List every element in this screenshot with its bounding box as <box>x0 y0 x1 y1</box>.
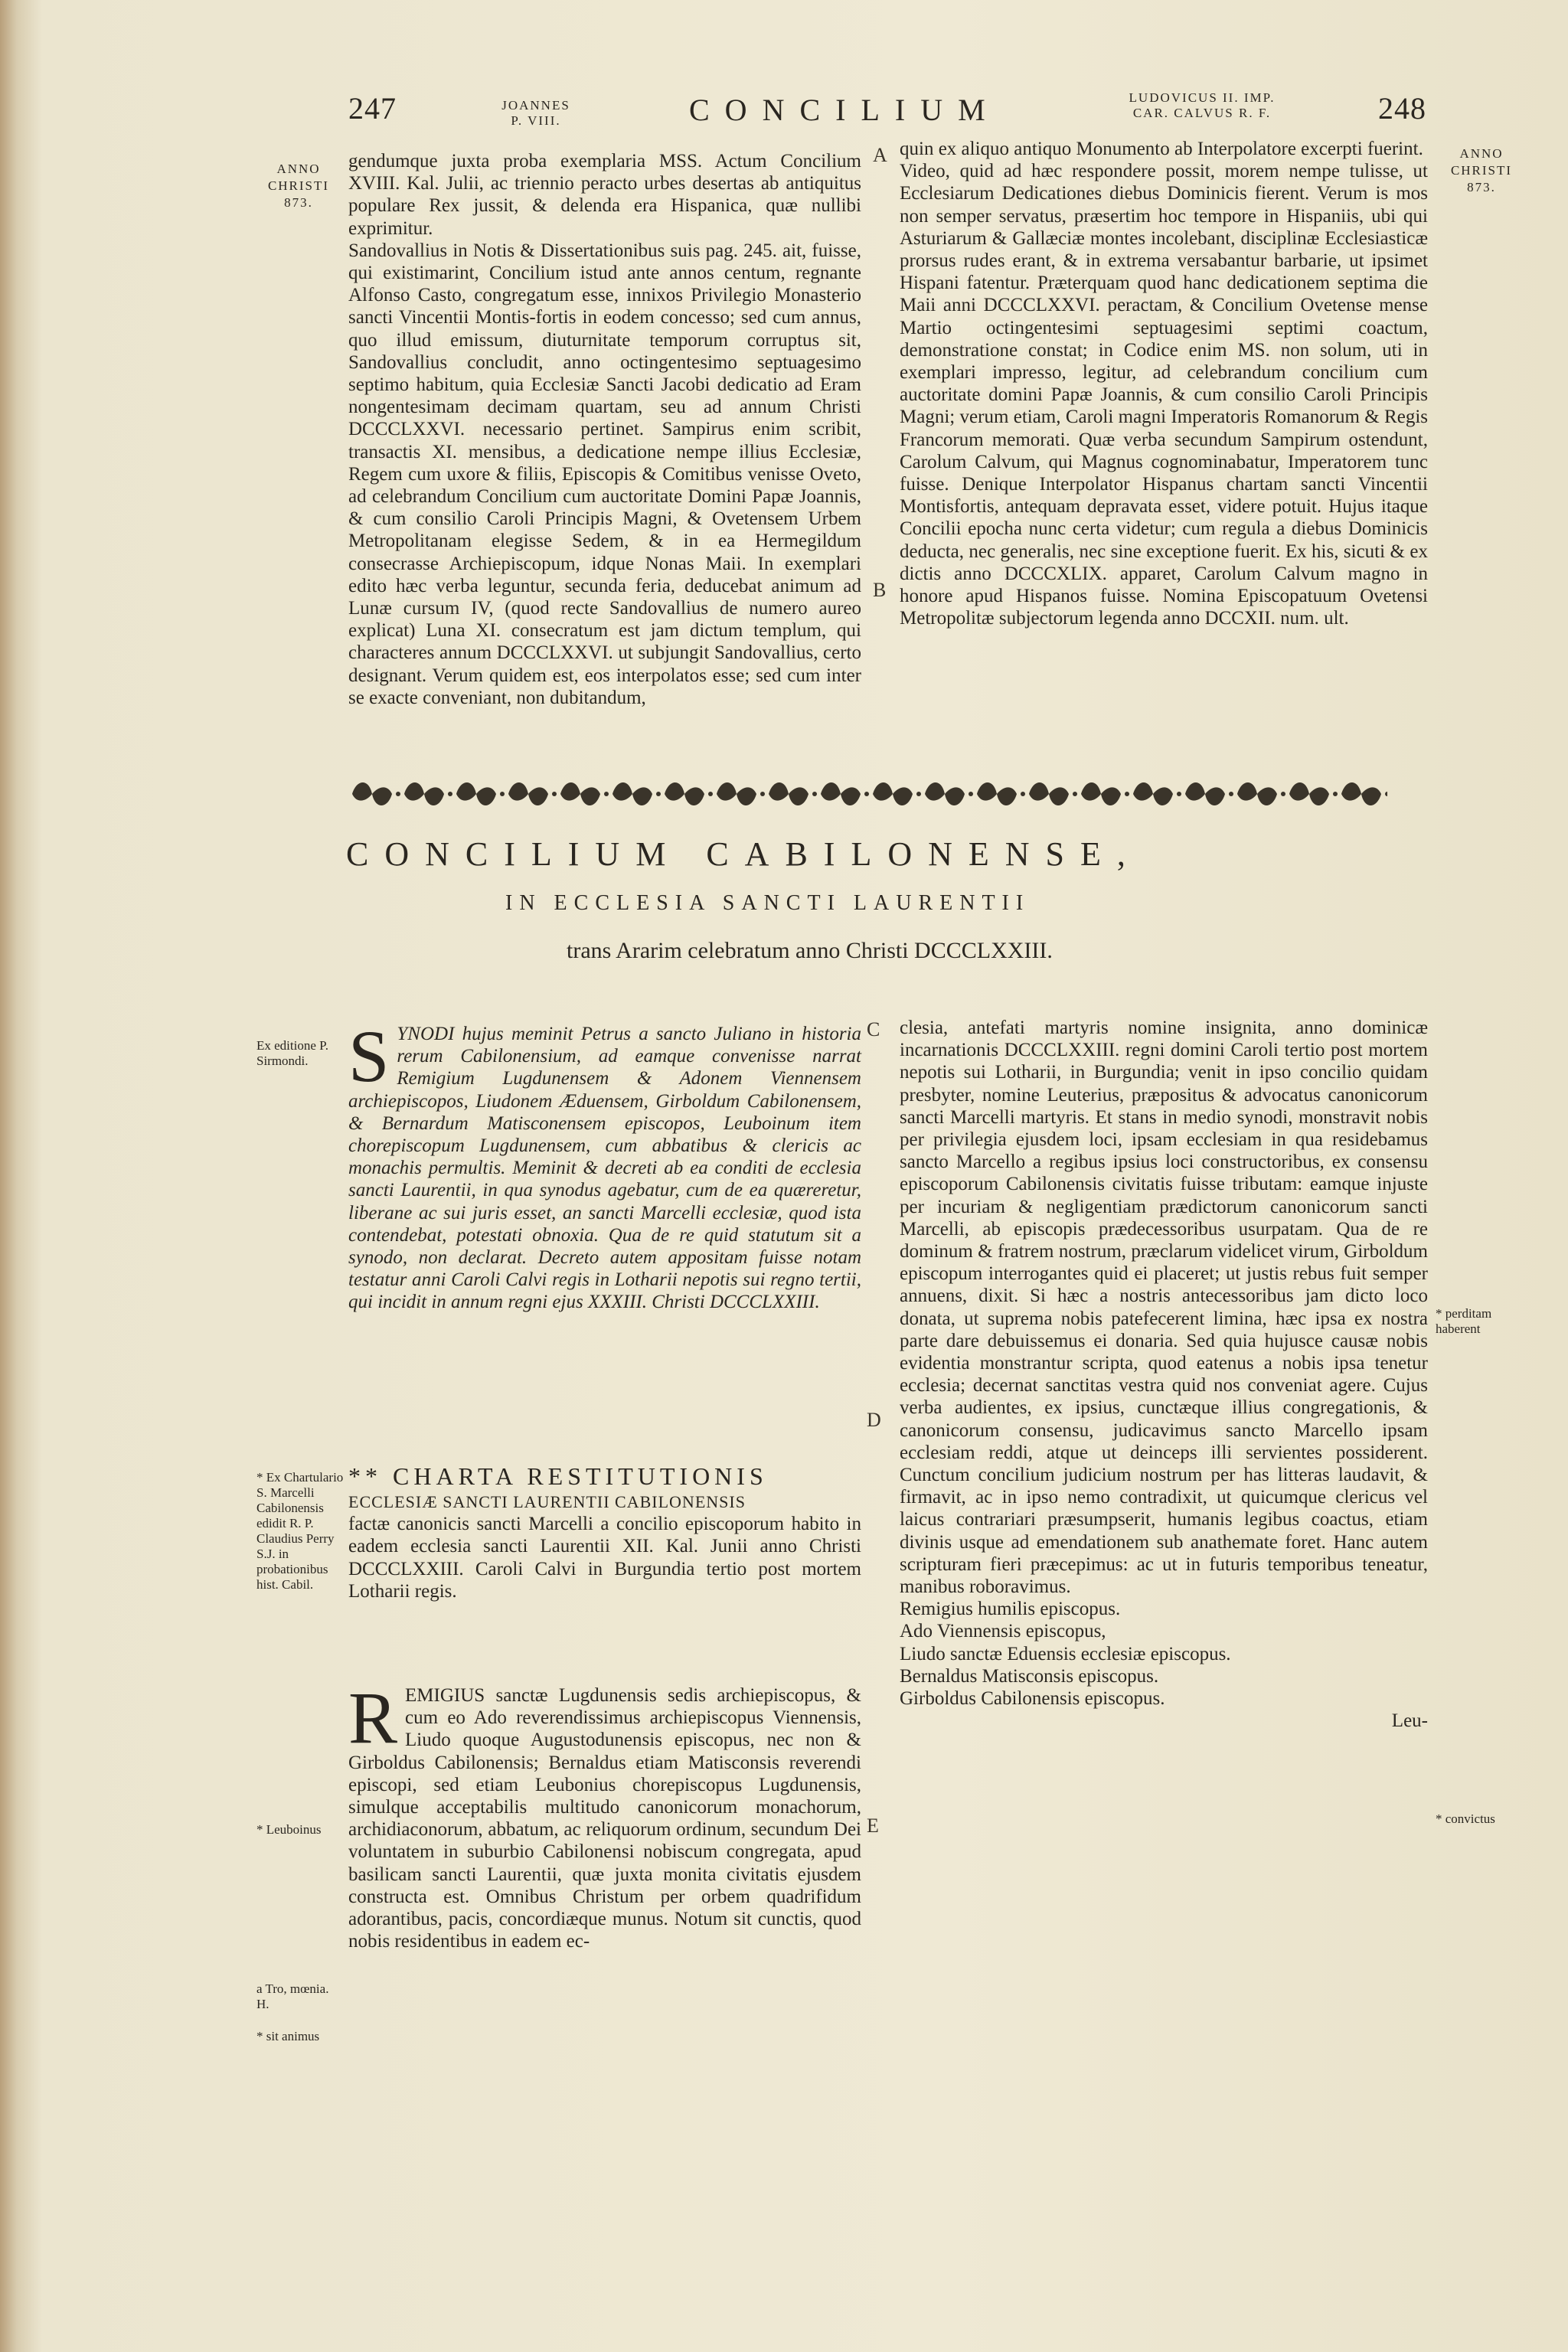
ornament-flourish <box>717 782 756 805</box>
margin-letter-c: C <box>867 1018 880 1040</box>
ornament-flourish <box>404 782 444 805</box>
ornament-flourish <box>1237 782 1277 805</box>
ornament-dot <box>1385 792 1387 796</box>
page-number-left: 247 <box>348 91 397 126</box>
ornament-flourish <box>665 782 704 805</box>
ornament-flourish <box>977 782 1017 805</box>
ornament-flourish <box>456 782 496 805</box>
ornament-dot <box>1333 792 1338 796</box>
ornament-flourish <box>508 782 548 805</box>
ornament-flourish <box>1289 782 1329 805</box>
page-number-right: 248 <box>1378 91 1426 126</box>
ornament-dot <box>552 792 557 796</box>
ornament-dot <box>1281 792 1285 796</box>
header-title: CONCILIUM <box>689 93 1001 127</box>
margin-letter-d: D <box>867 1409 881 1431</box>
ornament-flourish <box>1081 782 1121 805</box>
margin-letter-b: B <box>873 579 887 601</box>
ornament-dot <box>760 792 765 796</box>
charta-body-left-text: EMIGIUS sanctæ Lugdunensis sedis archiepiscopus, & cum eo Ado reverendissimus archiepiscopus Viennensis, Liudo quoque Augustodunensis episcopus, nec non & Girboldus Cabilonensis; Bernaldus etiam Matisconsis reverendi episcopi, sed etiam Leubonius chorepiscopus Lugdunensis, simulque acceptabilis multitudo canonicorum monachorum, archidiaconorum, abbatum, ac reliquorum ordinum, secundum Dei voluntatem in suburbio Cabilonensi nobiscum congregata, apud basilicam sancti Laurentii, quæ juxta monita civitatis ejusdem constructa est. Omnibus Christum per orbem quadrifidum adorantibus, pacis, concordiæque munus. Notum sit cunctis, quod nobis residentibus in eadem ec- <box>348 1685 861 1952</box>
ornament-flourish <box>560 782 600 805</box>
ornament-flourish <box>1341 782 1381 805</box>
anno-christi-right <box>1439 145 1524 196</box>
ornament-flourish <box>925 782 965 805</box>
header-right-running <box>1072 90 1332 121</box>
ornament-dot <box>396 792 400 796</box>
ornament-dot <box>604 792 609 796</box>
anno-left-line-3: 873. <box>284 195 313 210</box>
ornament-flourish <box>352 782 392 805</box>
ornament-dot <box>916 792 921 796</box>
ornament-flourish <box>612 782 652 805</box>
margin-note-leuboinus: * Leuboinus <box>256 1822 322 1837</box>
header-right-line-1: LUDOVICUS II. IMP. <box>1129 90 1276 105</box>
ornament-dot <box>1177 792 1181 796</box>
anno-left-line-1: ANNO <box>276 162 321 176</box>
intro-paragraph <box>348 1015 861 1314</box>
ornament-dot <box>864 792 869 796</box>
ornament-dot <box>1125 792 1129 796</box>
intro-dropcap: S <box>348 1015 390 1097</box>
signature-1: Remigius humilis episcopus. <box>900 1599 1121 1620</box>
ornament-dot <box>448 792 452 796</box>
margin-note-sirmondi: Ex editione P. Sirmondi. <box>256 1038 328 1068</box>
ornament-dot <box>1073 792 1077 796</box>
margin-note-chartulario: * Ex Chartulario S. Marcelli Cabilonensis edidit R. P. Claudius Perry S.J. in probationibus hist. Cabil. <box>256 1470 344 1592</box>
ornament-flourish <box>1185 782 1225 805</box>
anno-right-line-3: 873. <box>1467 180 1496 194</box>
header-left-line-2: P. VIII. <box>511 113 561 128</box>
charta-body-right-text: clesia, antefati martyris nomine insignita, anno dominicæ incarnationis DCCCLXXIII. regni domini Caroli tertio post mortem nepotis sui Lotharii, in Burgundia; venit in ipso concilio quidam presbyter, nomine Leuterius, præpositus & advocatus canonicorum sancti Marcelli martyris. Et stans in medio synodi, monstravit nobis per privilegia ejusdem loci, ipsam ecclesiam in qua residebamus sancto Marcello a regibus ipsius loci constructoribus, ex consensu episcoporum Cabilonensis civitatis fuisse tributam: eamque injuste per incuriam & negligentiam prædictorum canonicorum sancti Marcelli, ab episcopis prædecessoribus usurpatam. Qua de re dominum & fratrem nostrum, præclarum videlicet virum, Girboldum episcopum interrogantes quid ei placeret; ut justis rebus fuit semper annuens, dixit. Si hæc a nostris antecessoribus jam dicto loco donata, ut suprema nobis patefecerent limina, hæc ipsa ex nostra parte dare debuissemus ei donaria. Sed quia hujusce causæ nobis evidentia monstrantur scripta, quod eatenus a nobis ipsa tenetur ecclesia; decernat sanctitas vestra quid nos conveniat agere. Cujus verba audientes, ex ipsius, cunctæque illius congregationis, & canonicorum consensu, judicavimus sancto Marcello ipsam ecclesiam reddi, atque ut deinceps illi servientes possiderent. Cunctum concilium judicium nostrum per has litteras laudavit, & firmavit, ac in ipso nemo contradixit, ut quicumque clericus vel laicus contrariari præsumpserit, humanis legibus coactus, etiam divinis usque ad emendationem sub anathemate foret. Hanc autem scripturam fieri præcepimus: ac ut in futuris temporibus teneatur, manibus roboravimus. <box>900 1018 1428 1598</box>
intro-text: YNODI hujus meminit Petrus a sancto Juliano in historia rerum Cabilonensium, ad eamque convenisse narrat Remigium Lugdunensem & Adonem Viennensem archiepiscopos, Liudonem Æduensem, Girboldum Cabilonensem, & Bernardum Matisconensem episcopos, Leuboinum item chorepiscopum Lugdunensem, cum abbatibus & clericis ac monachis permultis. Meminit & decreti ab ea conditi de ecclesia sancti Laurentii, in qua synodus agebatur, cum de ea quæreretur, liberane ac sui juris esset, an sancti Marcelli ecclesiæ, quod ista contendebat, potestati obnoxia. Qua de re quid statutum sit a synodo, non declarat. Decreto autem appositam fuisse notam testatur anni Caroli Calvi regis in Lotharii nepotis sui regno tertii, qui incidit in annum regni ejus XXXIII. Christi DCCCLXXIII. <box>348 1024 861 1313</box>
section-subtitle-2: trans Ararim celebratum anno Christi DCCCLXXIII. <box>567 938 1053 963</box>
top-left-column: gendumque juxta proba exemplaria MSS. Actum Concilium XVIII. Kal. Julii, ac triennio peracto urbes desertas ab antiquitus populare Rex jussit, & delenda era Hispanica, quæ nullibi exprimitur. Sandovallius in Notis & Dissertationibus suis pag. 245. ait, fuisse, qui existimarint, Concilium istud ante annos centum, regnante Alfonso Casto, congregatum esse, innixos Privilegio Monasterio sancti Vincentii Montis-fortis in eodem concesso; sed cum annus, quo illud emissum, diuturnitate temporum corruptus sit, Sandovallius concludit, anno octingentesimo septuagesimo septimo habitum, quia Ecclesiæ Sancti Jacobi dedicatio ad Eram nongentesimam decimam quartam, seu ad annum Christi DCCCLXXVI. necessario pertinet. Sampirus enim scribit, transactis XI. mensibus, a dedicatione nempe illius Ecclesiæ, Regem cum uxore & filiis, Episcopis & Comitibus venisse Oveto, ad celebrandum Concilium cum auctoritate Domini Papæ Joannis, & cum consilio Caroli Principis Magni, & Ovetensem Urbem Metropolitanam elegisse Sedem, & in ea Hermegildum consecrasse Archiepiscopum, idque Nonas Maii. In exemplari edito hæc verba leguntur, secunda feria, deducebat animum ad Lunæ cursum IV, (quod recte Sandovallius de numero aureo explicat) Luna XI. consecratum est jam dictum templum, qui characteres annum DCCCLXXVI. ut subjungit Sandovallius, certo designant. Verum quidem est, eos interpolatos esse; sed cum inter se exacte conveniant, non dubitandum, <box>348 151 861 708</box>
margin-letter-a: A <box>873 144 887 166</box>
anno-right-line-2: CHRISTI <box>1450 163 1513 178</box>
section-subtitle: IN ECCLESIA SANCTI LAURENTII <box>505 891 1031 915</box>
anno-right-line-1: ANNO <box>1459 146 1504 161</box>
ornament-dot <box>708 792 713 796</box>
charta-subtitle: ECCLESIÆ SANCTI LAURENTII CABILONENSIS <box>348 1492 746 1511</box>
signature-3: Liudo sanctæ Eduensis ecclesiæ episcopus. <box>900 1643 1231 1664</box>
ornament-flourish <box>1029 782 1069 805</box>
ornament-band <box>346 775 1387 813</box>
ornament-dot <box>812 792 817 796</box>
margin-note-tro: a Tro, mœnia. H. <box>256 1981 329 2011</box>
signature-5: Girboldus Cabilonensis episcopus. <box>900 1688 1165 1710</box>
header-left-line-1: JOANNES <box>501 98 570 113</box>
top-right-column: quin ex aliquo antiquo Monumento ab Interpolatore excerpti fuerint. Video, quid ad hæc respondere possit, morem nempe tulisse, ut Ecclesiarum Dedicationes diebus Dominicis fierent. Verum is mos non semper servatus, præsertim hoc tempore in Hispaniis, ubi qui Asturiarum & Gallæciæ montes incolebant, disciplinæ Ecclesiasticæ prorsus rudes erant, & in extrema versabantur barbarie, ut ipsimet Hispani fatentur. Præterquam quod hanc dedicationem septima die Maii anni DCCCLXXVI. peractam, & Concilium Ovetense mense Martio octingentesimi septuagesimi septimi coactum, demonstratione constat; in Codice enim MS. non solum, uti in exemplari impresso, legitur, ad celebrandum concilium cum auctoritate domini Papæ Joannis, & cum consilio Caroli Principis Magni; verum etiam, Caroli magni Imperatoris Romanorum & Regis Francorum memorati. Quæ verba secundum Sampirum ostendunt, Carolum Calvum, qui Magnus cognominabatur, Imperatorem tunc fuisse. Denique Interpolator Hispanus chartam sancti Vincentii Montisfortis, antequam depravata esset, videre potuit. Hujus itaque Concilii epocha nunc certa videtur; cum regula a diebus Dominicis deducta, nec generalis, nec sine exceptione fuerit. Ex his, sicuti & ex dictis anno DCCCXLIX. apparet, Carolum Calvum magno in honore apud Hispanos fuisse. Nomina Episcopatuum Ovetensi Metropolitæ subjectorum legenda anno DCCXII. num. ult. <box>900 139 1428 629</box>
margin-note-convictus: * convictus <box>1436 1811 1495 1826</box>
ornament-dot <box>1229 792 1233 796</box>
margin-letter-e: E <box>867 1815 879 1837</box>
ornament-flourish <box>1133 782 1173 805</box>
ornament-dot <box>656 792 661 796</box>
header-left-running <box>490 98 582 129</box>
header-right-line-2: CAR. CALVUS R. F. <box>1132 106 1272 120</box>
ornament-flourish <box>873 782 913 805</box>
ornament-dot <box>500 792 505 796</box>
ornament-dot <box>969 792 973 796</box>
section-title: CONCILIUM CABILONENSE, <box>346 835 1142 873</box>
charta-body-right <box>900 1017 1428 1733</box>
charta-text: factæ canonicis sancti Marcelli a concilio episcoporum habito in eadem ecclesia sancti Laurentii XII. Kal. Junii anno Christi DCCCLXXIII. Caroli Calvi in Burgundia tertio post mortem Lotharii regis. <box>348 1514 861 1602</box>
anno-left-line-2: CHRISTI <box>267 178 330 193</box>
catchword: Leu- <box>1391 1710 1428 1732</box>
charta-title: ** CHARTA RESTITUTIONIS <box>348 1462 768 1490</box>
signature-4: Bernaldus Matisconsis episcopus. <box>900 1665 1159 1687</box>
ornament-dot <box>1021 792 1025 796</box>
ornament-flourish <box>821 782 861 805</box>
ornament-flourish <box>769 782 808 805</box>
signature-2: Ado Viennensis episcopus, <box>900 1621 1106 1642</box>
charta-dropcap: R <box>348 1677 398 1759</box>
charta-heading <box>348 1462 861 1602</box>
anno-christi-left <box>256 161 341 211</box>
margin-note-sit-animus: * sit animus <box>256 2029 320 2043</box>
margin-note-perditam: * perditam haberent <box>1436 1306 1492 1336</box>
charta-body-left <box>348 1677 861 1952</box>
